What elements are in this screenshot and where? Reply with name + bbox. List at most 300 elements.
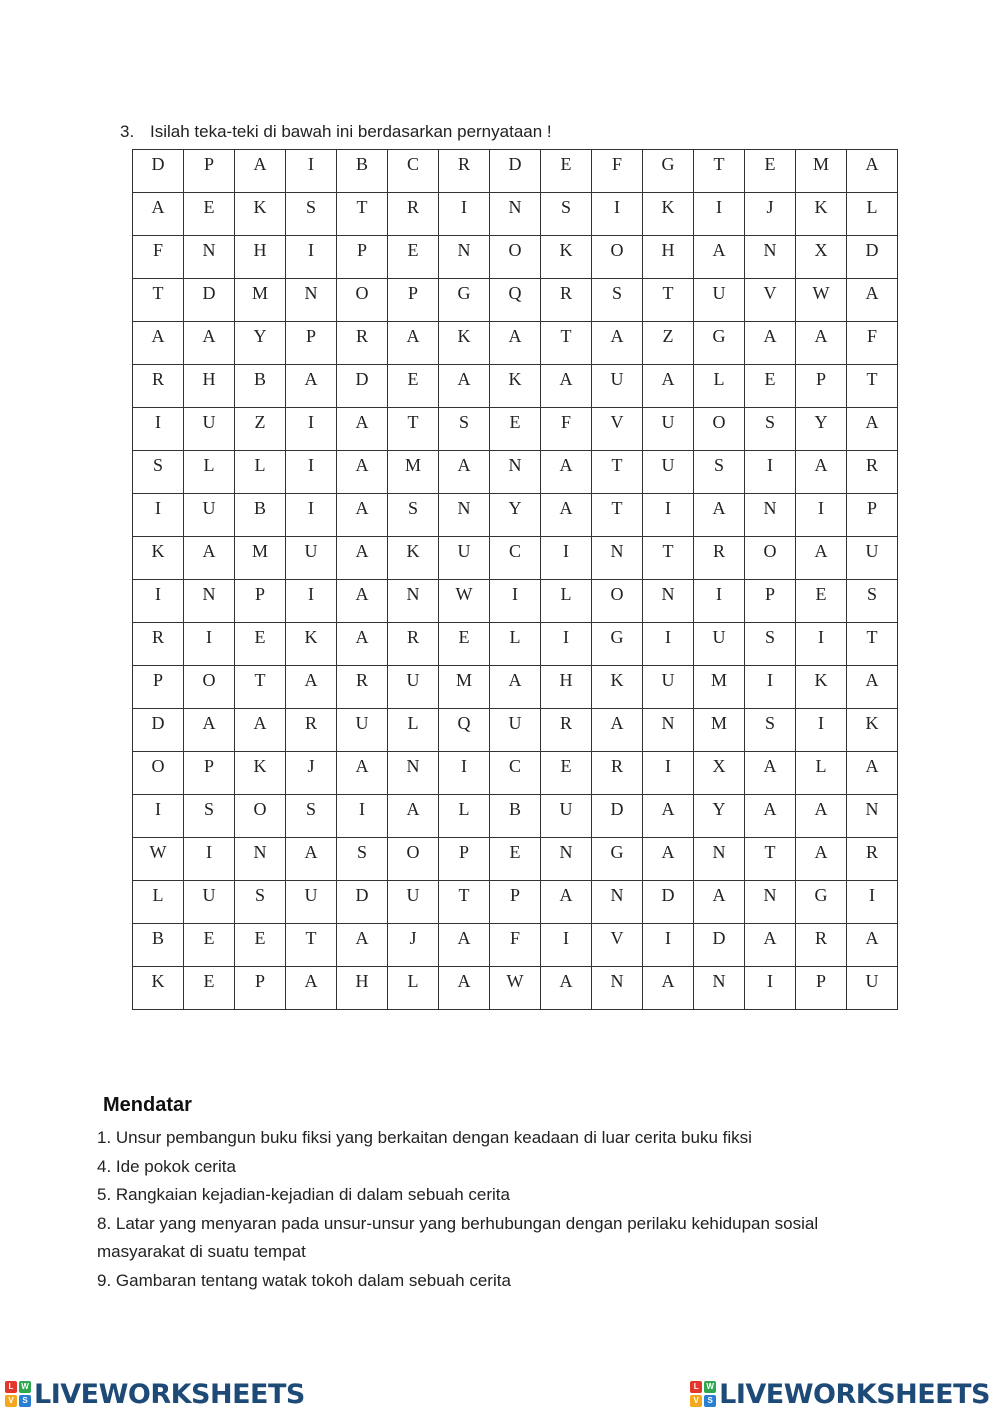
grid-cell[interactable]: E (184, 193, 235, 236)
grid-cell[interactable]: P (133, 666, 184, 709)
grid-cell[interactable]: S (286, 795, 337, 838)
grid-cell[interactable]: P (235, 967, 286, 1010)
grid-cell[interactable]: S (286, 193, 337, 236)
grid-cell[interactable]: R (286, 709, 337, 752)
grid-cell[interactable]: K (541, 236, 592, 279)
grid-cell[interactable]: Z (235, 408, 286, 451)
grid-cell[interactable]: U (643, 451, 694, 494)
grid-cell[interactable]: T (847, 365, 898, 408)
grid-cell[interactable]: N (286, 279, 337, 322)
grid-cell[interactable]: E (388, 236, 439, 279)
grid-cell[interactable]: L (133, 881, 184, 924)
grid-cell[interactable]: A (235, 150, 286, 193)
grid-cell[interactable]: A (796, 537, 847, 580)
grid-cell[interactable]: B (235, 494, 286, 537)
grid-cell[interactable]: A (439, 451, 490, 494)
grid-cell[interactable]: K (235, 193, 286, 236)
grid-cell[interactable]: M (235, 537, 286, 580)
grid-cell[interactable]: G (592, 838, 643, 881)
grid-cell[interactable]: S (235, 881, 286, 924)
grid-cell[interactable]: A (847, 408, 898, 451)
grid-cell[interactable]: L (388, 709, 439, 752)
grid-cell[interactable]: N (592, 537, 643, 580)
grid-cell[interactable]: K (847, 709, 898, 752)
grid-cell[interactable]: A (745, 924, 796, 967)
grid-cell[interactable]: G (694, 322, 745, 365)
grid-cell[interactable]: U (337, 709, 388, 752)
grid-cell[interactable]: J (388, 924, 439, 967)
grid-cell[interactable]: Y (235, 322, 286, 365)
grid-cell[interactable]: N (490, 451, 541, 494)
grid-cell[interactable]: V (745, 279, 796, 322)
grid-cell[interactable]: A (337, 580, 388, 623)
grid-cell[interactable]: E (490, 838, 541, 881)
grid-cell[interactable]: E (235, 623, 286, 666)
grid-cell[interactable]: T (643, 279, 694, 322)
grid-cell[interactable]: P (796, 967, 847, 1010)
grid-cell[interactable]: I (286, 408, 337, 451)
grid-cell[interactable]: A (541, 494, 592, 537)
grid-cell[interactable]: U (286, 537, 337, 580)
grid-cell[interactable]: G (643, 150, 694, 193)
grid-cell[interactable]: I (286, 451, 337, 494)
grid-cell[interactable]: T (133, 279, 184, 322)
grid-cell[interactable]: A (643, 838, 694, 881)
grid-cell[interactable]: V (592, 408, 643, 451)
grid-cell[interactable]: A (694, 494, 745, 537)
grid-cell[interactable]: K (388, 537, 439, 580)
grid-cell[interactable]: E (184, 924, 235, 967)
grid-cell[interactable]: A (337, 623, 388, 666)
grid-cell[interactable]: T (388, 408, 439, 451)
grid-cell[interactable]: E (490, 408, 541, 451)
grid-cell[interactable]: I (745, 967, 796, 1010)
grid-cell[interactable]: I (745, 666, 796, 709)
grid-cell[interactable]: I (796, 494, 847, 537)
grid-cell[interactable]: D (133, 709, 184, 752)
grid-cell[interactable]: A (184, 322, 235, 365)
grid-cell[interactable]: A (796, 795, 847, 838)
grid-cell[interactable]: O (694, 408, 745, 451)
grid-cell[interactable]: S (847, 580, 898, 623)
grid-cell[interactable]: A (745, 795, 796, 838)
grid-cell[interactable]: I (337, 795, 388, 838)
grid-cell[interactable]: T (745, 838, 796, 881)
grid-cell[interactable]: P (745, 580, 796, 623)
grid-cell[interactable]: M (694, 709, 745, 752)
grid-cell[interactable]: M (388, 451, 439, 494)
grid-cell[interactable]: A (133, 322, 184, 365)
grid-cell[interactable]: K (490, 365, 541, 408)
grid-cell[interactable]: H (184, 365, 235, 408)
grid-cell[interactable]: H (337, 967, 388, 1010)
grid-cell[interactable]: P (184, 150, 235, 193)
grid-cell[interactable]: I (847, 881, 898, 924)
grid-cell[interactable]: D (847, 236, 898, 279)
grid-cell[interactable]: I (286, 494, 337, 537)
grid-cell[interactable]: E (796, 580, 847, 623)
grid-cell[interactable]: I (694, 580, 745, 623)
grid-cell[interactable]: C (388, 150, 439, 193)
grid-cell[interactable]: S (133, 451, 184, 494)
grid-cell[interactable]: S (745, 408, 796, 451)
grid-cell[interactable]: I (745, 451, 796, 494)
grid-cell[interactable]: E (184, 967, 235, 1010)
grid-cell[interactable]: I (796, 623, 847, 666)
grid-cell[interactable]: T (592, 494, 643, 537)
grid-cell[interactable]: I (133, 795, 184, 838)
grid-cell[interactable]: A (388, 795, 439, 838)
grid-cell[interactable]: U (694, 279, 745, 322)
grid-cell[interactable]: K (796, 193, 847, 236)
grid-cell[interactable]: B (235, 365, 286, 408)
grid-cell[interactable]: A (337, 408, 388, 451)
grid-cell[interactable]: A (541, 365, 592, 408)
grid-cell[interactable]: L (439, 795, 490, 838)
grid-cell[interactable]: U (286, 881, 337, 924)
grid-cell[interactable]: A (592, 322, 643, 365)
grid-cell[interactable]: A (184, 709, 235, 752)
grid-cell[interactable]: N (745, 494, 796, 537)
grid-cell[interactable]: F (847, 322, 898, 365)
grid-cell[interactable]: I (694, 193, 745, 236)
grid-cell[interactable]: P (388, 279, 439, 322)
grid-cell[interactable]: A (286, 365, 337, 408)
grid-cell[interactable]: K (439, 322, 490, 365)
grid-cell[interactable]: N (745, 881, 796, 924)
grid-cell[interactable]: N (184, 236, 235, 279)
grid-cell[interactable]: A (745, 752, 796, 795)
grid-cell[interactable]: F (490, 924, 541, 967)
grid-cell[interactable]: I (286, 580, 337, 623)
grid-cell[interactable]: P (796, 365, 847, 408)
grid-cell[interactable]: T (235, 666, 286, 709)
grid-cell[interactable]: S (694, 451, 745, 494)
grid-cell[interactable]: D (184, 279, 235, 322)
grid-cell[interactable]: K (235, 752, 286, 795)
grid-cell[interactable]: D (337, 881, 388, 924)
grid-cell[interactable]: N (694, 838, 745, 881)
grid-cell[interactable]: D (490, 150, 541, 193)
grid-cell[interactable]: A (592, 709, 643, 752)
grid-cell[interactable]: S (745, 623, 796, 666)
grid-cell[interactable]: I (490, 580, 541, 623)
grid-cell[interactable]: E (541, 150, 592, 193)
grid-cell[interactable]: G (592, 623, 643, 666)
grid-cell[interactable]: P (847, 494, 898, 537)
grid-cell[interactable]: U (643, 408, 694, 451)
grid-cell[interactable]: N (847, 795, 898, 838)
grid-cell[interactable]: R (337, 666, 388, 709)
grid-cell[interactable]: R (541, 279, 592, 322)
grid-cell[interactable]: A (643, 365, 694, 408)
grid-cell[interactable]: A (235, 709, 286, 752)
grid-cell[interactable]: A (847, 279, 898, 322)
grid-cell[interactable]: A (541, 967, 592, 1010)
grid-cell[interactable]: U (388, 666, 439, 709)
grid-cell[interactable]: U (184, 881, 235, 924)
grid-cell[interactable]: A (337, 924, 388, 967)
grid-cell[interactable]: A (796, 322, 847, 365)
grid-cell[interactable]: I (184, 623, 235, 666)
grid-cell[interactable]: A (847, 924, 898, 967)
grid-cell[interactable]: K (643, 193, 694, 236)
grid-cell[interactable]: R (592, 752, 643, 795)
grid-cell[interactable]: K (796, 666, 847, 709)
grid-cell[interactable]: R (337, 322, 388, 365)
grid-cell[interactable]: L (796, 752, 847, 795)
grid-cell[interactable]: L (235, 451, 286, 494)
grid-cell[interactable]: X (796, 236, 847, 279)
grid-cell[interactable]: I (541, 924, 592, 967)
grid-cell[interactable]: N (388, 580, 439, 623)
grid-cell[interactable]: L (847, 193, 898, 236)
grid-cell[interactable]: N (592, 967, 643, 1010)
grid-cell[interactable]: N (643, 709, 694, 752)
liveworksheets-logo-right[interactable] (690, 1378, 990, 1410)
grid-cell[interactable]: O (745, 537, 796, 580)
grid-cell[interactable]: W (439, 580, 490, 623)
grid-cell[interactable]: O (592, 236, 643, 279)
grid-cell[interactable]: N (235, 838, 286, 881)
grid-cell[interactable]: U (541, 795, 592, 838)
grid-cell[interactable]: C (490, 752, 541, 795)
grid-cell[interactable]: M (796, 150, 847, 193)
grid-cell[interactable]: Y (694, 795, 745, 838)
grid-cell[interactable]: S (184, 795, 235, 838)
grid-cell[interactable]: G (439, 279, 490, 322)
grid-cell[interactable]: R (694, 537, 745, 580)
word-search-grid[interactable] (132, 149, 898, 1010)
grid-cell[interactable]: L (490, 623, 541, 666)
grid-cell[interactable]: Y (490, 494, 541, 537)
grid-cell[interactable]: A (694, 881, 745, 924)
grid-cell[interactable]: R (847, 451, 898, 494)
grid-cell[interactable]: E (388, 365, 439, 408)
grid-cell[interactable]: U (439, 537, 490, 580)
grid-cell[interactable]: O (490, 236, 541, 279)
grid-cell[interactable]: I (133, 408, 184, 451)
grid-cell[interactable]: V (592, 924, 643, 967)
grid-cell[interactable]: A (694, 236, 745, 279)
grid-cell[interactable]: A (490, 666, 541, 709)
grid-cell[interactable]: E (745, 150, 796, 193)
grid-cell[interactable]: T (694, 150, 745, 193)
grid-cell[interactable]: P (184, 752, 235, 795)
grid-cell[interactable]: Q (490, 279, 541, 322)
grid-cell[interactable]: A (439, 967, 490, 1010)
grid-cell[interactable]: E (439, 623, 490, 666)
grid-cell[interactable]: I (439, 193, 490, 236)
grid-cell[interactable]: M (235, 279, 286, 322)
grid-cell[interactable]: N (541, 838, 592, 881)
grid-cell[interactable]: N (490, 193, 541, 236)
grid-cell[interactable]: O (592, 580, 643, 623)
grid-cell[interactable]: T (541, 322, 592, 365)
grid-cell[interactable]: T (643, 537, 694, 580)
grid-cell[interactable]: I (592, 193, 643, 236)
grid-cell[interactable]: N (592, 881, 643, 924)
grid-cell[interactable]: N (694, 967, 745, 1010)
grid-cell[interactable]: O (133, 752, 184, 795)
grid-cell[interactable]: R (388, 623, 439, 666)
grid-cell[interactable]: F (592, 150, 643, 193)
grid-cell[interactable]: R (439, 150, 490, 193)
grid-cell[interactable]: A (847, 752, 898, 795)
grid-cell[interactable]: R (388, 193, 439, 236)
grid-cell[interactable]: A (337, 451, 388, 494)
grid-cell[interactable]: S (592, 279, 643, 322)
grid-cell[interactable]: I (133, 494, 184, 537)
grid-cell[interactable]: I (541, 623, 592, 666)
grid-cell[interactable]: I (541, 537, 592, 580)
grid-cell[interactable]: T (847, 623, 898, 666)
grid-cell[interactable]: R (133, 623, 184, 666)
grid-cell[interactable]: S (745, 709, 796, 752)
grid-cell[interactable]: F (541, 408, 592, 451)
grid-cell[interactable]: E (541, 752, 592, 795)
grid-cell[interactable]: H (541, 666, 592, 709)
grid-cell[interactable]: M (439, 666, 490, 709)
grid-cell[interactable]: I (184, 838, 235, 881)
grid-cell[interactable]: A (541, 451, 592, 494)
grid-cell[interactable]: I (796, 709, 847, 752)
grid-cell[interactable]: X (694, 752, 745, 795)
grid-cell[interactable]: P (490, 881, 541, 924)
grid-cell[interactable]: D (133, 150, 184, 193)
grid-cell[interactable]: M (694, 666, 745, 709)
grid-cell[interactable]: A (439, 365, 490, 408)
grid-cell[interactable]: U (847, 967, 898, 1010)
grid-cell[interactable]: A (796, 838, 847, 881)
grid-cell[interactable]: B (337, 150, 388, 193)
grid-cell[interactable]: D (592, 795, 643, 838)
grid-cell[interactable]: A (643, 795, 694, 838)
grid-cell[interactable]: R (847, 838, 898, 881)
grid-cell[interactable]: A (337, 537, 388, 580)
grid-cell[interactable]: A (388, 322, 439, 365)
grid-cell[interactable]: T (439, 881, 490, 924)
grid-cell[interactable]: A (745, 322, 796, 365)
grid-cell[interactable]: R (133, 365, 184, 408)
grid-cell[interactable]: U (847, 537, 898, 580)
grid-cell[interactable]: C (490, 537, 541, 580)
grid-cell[interactable]: L (694, 365, 745, 408)
grid-cell[interactable]: B (490, 795, 541, 838)
grid-cell[interactable]: H (643, 236, 694, 279)
grid-cell[interactable]: S (541, 193, 592, 236)
grid-cell[interactable]: A (286, 967, 337, 1010)
grid-cell[interactable]: I (643, 924, 694, 967)
grid-cell[interactable]: U (184, 494, 235, 537)
grid-cell[interactable]: R (541, 709, 592, 752)
grid-cell[interactable]: U (490, 709, 541, 752)
grid-cell[interactable]: T (286, 924, 337, 967)
grid-cell[interactable]: K (592, 666, 643, 709)
grid-cell[interactable]: W (796, 279, 847, 322)
grid-cell[interactable]: F (133, 236, 184, 279)
grid-cell[interactable]: J (286, 752, 337, 795)
grid-cell[interactable]: P (235, 580, 286, 623)
grid-cell[interactable]: D (694, 924, 745, 967)
grid-cell[interactable]: N (388, 752, 439, 795)
grid-cell[interactable]: D (337, 365, 388, 408)
grid-cell[interactable]: I (643, 623, 694, 666)
grid-cell[interactable]: A (847, 666, 898, 709)
grid-cell[interactable]: Q (439, 709, 490, 752)
grid-cell[interactable]: W (133, 838, 184, 881)
grid-cell[interactable]: G (796, 881, 847, 924)
grid-cell[interactable]: E (235, 924, 286, 967)
grid-cell[interactable]: A (796, 451, 847, 494)
grid-cell[interactable]: W (490, 967, 541, 1010)
grid-cell[interactable]: N (745, 236, 796, 279)
grid-cell[interactable]: A (541, 881, 592, 924)
grid-cell[interactable]: T (337, 193, 388, 236)
grid-cell[interactable]: P (286, 322, 337, 365)
grid-cell[interactable]: I (286, 236, 337, 279)
grid-cell[interactable]: O (184, 666, 235, 709)
grid-cell[interactable]: L (184, 451, 235, 494)
grid-cell[interactable]: L (388, 967, 439, 1010)
grid-cell[interactable]: K (286, 623, 337, 666)
grid-cell[interactable]: Z (643, 322, 694, 365)
grid-cell[interactable]: N (439, 236, 490, 279)
grid-cell[interactable]: K (133, 537, 184, 580)
grid-cell[interactable]: Y (796, 408, 847, 451)
grid-cell[interactable]: N (184, 580, 235, 623)
grid-cell[interactable]: A (286, 838, 337, 881)
liveworksheets-logo-left[interactable] (5, 1378, 305, 1410)
grid-cell[interactable]: S (439, 408, 490, 451)
grid-cell[interactable]: E (745, 365, 796, 408)
grid-cell[interactable]: D (643, 881, 694, 924)
grid-cell[interactable]: A (490, 322, 541, 365)
grid-cell[interactable]: P (439, 838, 490, 881)
grid-cell[interactable]: B (133, 924, 184, 967)
grid-cell[interactable]: N (439, 494, 490, 537)
grid-cell[interactable]: A (337, 752, 388, 795)
grid-cell[interactable]: O (388, 838, 439, 881)
grid-cell[interactable]: I (286, 150, 337, 193)
grid-cell[interactable]: A (847, 150, 898, 193)
grid-cell[interactable]: U (592, 365, 643, 408)
grid-cell[interactable]: I (133, 580, 184, 623)
grid-cell[interactable]: I (643, 752, 694, 795)
grid-cell[interactable]: U (388, 881, 439, 924)
grid-cell[interactable]: L (541, 580, 592, 623)
grid-cell[interactable]: A (643, 967, 694, 1010)
grid-cell[interactable]: U (643, 666, 694, 709)
grid-cell[interactable]: A (439, 924, 490, 967)
grid-cell[interactable]: A (184, 537, 235, 580)
grid-cell[interactable]: U (694, 623, 745, 666)
grid-cell[interactable]: K (133, 967, 184, 1010)
grid-cell[interactable]: U (184, 408, 235, 451)
grid-cell[interactable]: I (439, 752, 490, 795)
grid-cell[interactable]: O (235, 795, 286, 838)
grid-cell[interactable]: A (286, 666, 337, 709)
grid-cell[interactable]: S (388, 494, 439, 537)
grid-cell[interactable]: I (643, 494, 694, 537)
grid-cell[interactable]: O (337, 279, 388, 322)
grid-cell[interactable]: R (796, 924, 847, 967)
grid-cell[interactable]: N (643, 580, 694, 623)
grid-cell[interactable]: T (592, 451, 643, 494)
grid-cell[interactable]: A (337, 494, 388, 537)
grid-cell[interactable]: J (745, 193, 796, 236)
grid-cell[interactable]: A (133, 193, 184, 236)
